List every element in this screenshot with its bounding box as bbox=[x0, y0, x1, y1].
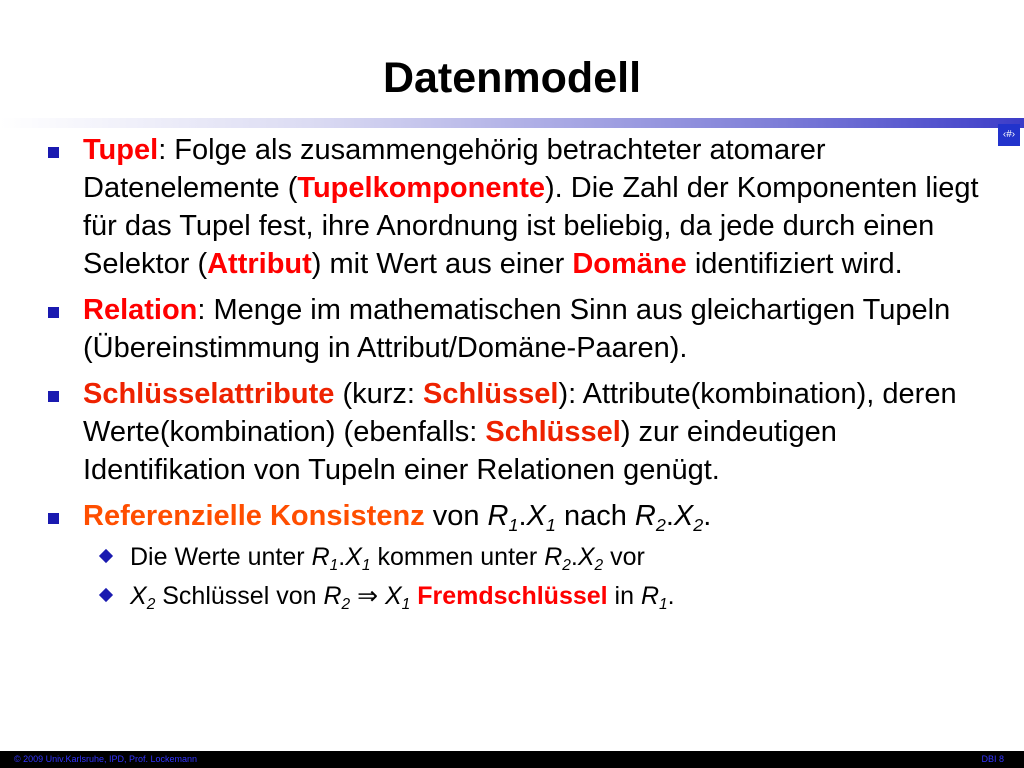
square-bullet-icon bbox=[48, 307, 59, 318]
math-subscript: 2 bbox=[146, 595, 156, 613]
math-subscript: 2 bbox=[655, 514, 666, 535]
text: nach bbox=[555, 500, 635, 532]
term: Relation bbox=[83, 294, 198, 326]
math-symbol: X bbox=[345, 543, 362, 571]
slide-content bbox=[44, 131, 989, 613]
text: identifiziert wird. bbox=[686, 248, 903, 280]
text: kommen unter bbox=[370, 543, 545, 571]
text: ): Attribute(kombination), deren Werte(kombination) (ebenfalls: bbox=[83, 378, 957, 448]
bullet-referenzielle-konsistenz bbox=[44, 497, 989, 535]
slide-title: Datenmodell bbox=[382, 54, 642, 102]
text: Die Werte unter bbox=[130, 543, 312, 571]
text: : Menge im mathematischen Sinn aus gleichartigen Tupeln (Übereinstimmung in Attribut/Domäne-Paaren). bbox=[83, 294, 951, 364]
math-symbol: X bbox=[673, 500, 694, 532]
footer-bar bbox=[0, 751, 1024, 768]
math-subscript: 1 bbox=[361, 556, 371, 574]
sub-bullet-fremdschluessel bbox=[44, 579, 989, 613]
term: Attribut bbox=[207, 248, 312, 280]
math-subscript: 2 bbox=[341, 595, 351, 613]
math-subscript: 1 bbox=[508, 514, 519, 535]
bullet-relation bbox=[44, 291, 989, 367]
text: ) mit Wert aus einer bbox=[311, 248, 573, 280]
implies-arrow-icon: ⇒ bbox=[350, 582, 385, 610]
math-subscript: 2 bbox=[594, 556, 604, 574]
text: (kurz: bbox=[334, 378, 424, 410]
diamond-bullet-icon bbox=[99, 549, 113, 563]
math-symbol: R bbox=[311, 543, 330, 571]
text: in bbox=[607, 582, 641, 610]
math-subscript: 1 bbox=[329, 556, 339, 574]
term: Fremdschlüssel bbox=[417, 582, 608, 610]
bullet-tupel bbox=[44, 131, 989, 283]
text: : Folge als zusammengehörig betrachteter atomarer Datenelemente ( bbox=[83, 134, 826, 204]
math-subscript: 2 bbox=[562, 556, 571, 574]
square-bullet-icon bbox=[48, 391, 59, 402]
math-symbol: X bbox=[384, 582, 402, 610]
math-symbol: R bbox=[487, 500, 509, 532]
math-symbol: R bbox=[544, 543, 563, 571]
title-divider bbox=[0, 118, 1024, 128]
term: Tupelkomponente bbox=[297, 172, 545, 204]
bullet-schluesselattribute bbox=[44, 375, 989, 489]
math-dot: . bbox=[570, 543, 578, 571]
math-subscript: 1 bbox=[545, 514, 556, 535]
text: ). Die Zahl der Komponenten liegt für das Tupel fest, ihre Anordnung ist beliebig, da jede durch einen Selektor ( bbox=[83, 172, 979, 280]
math-dot: . bbox=[665, 500, 674, 532]
text: Schlüssel von bbox=[155, 582, 324, 610]
text: ) zur eindeutigen Identifikation von Tupeln einer Relationen genügt. bbox=[83, 416, 837, 486]
math-symbol: R bbox=[634, 500, 656, 532]
text: von bbox=[424, 500, 488, 532]
text: . bbox=[667, 582, 675, 610]
math-subscript: 1 bbox=[401, 595, 411, 613]
math-symbol: X bbox=[577, 543, 595, 571]
math-symbol: R bbox=[323, 582, 342, 610]
math-subscript: 1 bbox=[659, 595, 668, 613]
term: Schlüsselattribute bbox=[83, 378, 335, 410]
math-dot: . bbox=[518, 500, 527, 532]
slide-number-marker: ‹#› bbox=[998, 124, 1020, 146]
square-bullet-icon bbox=[48, 147, 59, 158]
footer-copyright: © 2009 Univ.Karlsruhe, IPD, Prof. Lockemann bbox=[14, 754, 198, 764]
term: Tupel bbox=[83, 134, 159, 166]
footer-page-label: DBI 8 bbox=[981, 754, 1004, 764]
math-symbol: R bbox=[640, 582, 660, 610]
term: Schlüssel bbox=[423, 378, 559, 410]
math-subscript: 2 bbox=[693, 514, 704, 535]
math-symbol: X bbox=[130, 582, 147, 610]
term: Schlüssel bbox=[485, 416, 621, 448]
term: Referenzielle Konsistenz bbox=[83, 500, 425, 532]
text: . bbox=[703, 500, 712, 532]
diamond-bullet-icon bbox=[99, 588, 113, 602]
math-symbol: X bbox=[526, 500, 546, 532]
sub-bullet-werte bbox=[44, 540, 989, 574]
term: Domäne bbox=[572, 248, 687, 280]
square-bullet-icon bbox=[48, 513, 59, 524]
math-dot: . bbox=[338, 543, 346, 571]
text: vor bbox=[603, 543, 645, 571]
